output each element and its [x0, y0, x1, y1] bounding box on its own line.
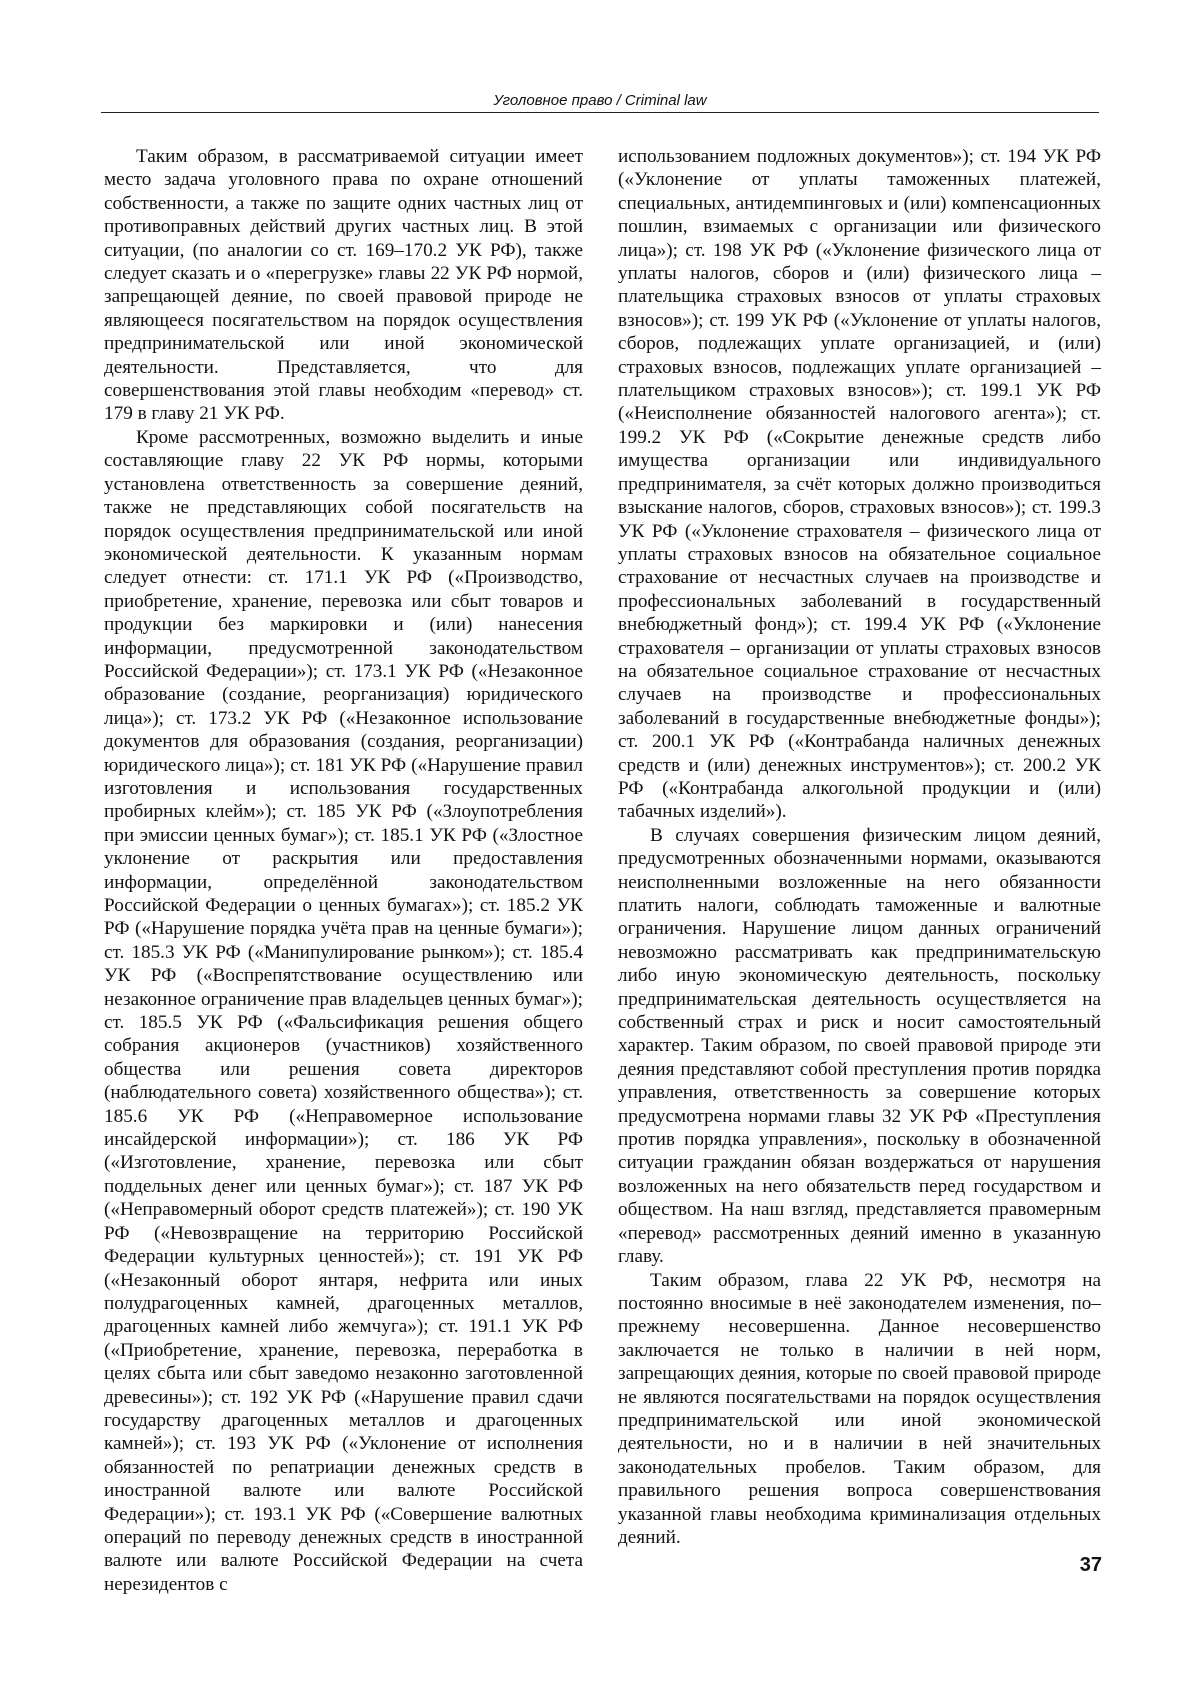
body-paragraph: В случаях совершения физическим лицом деяний, предусмотренных обозначенными нормами, оказываются неисполненными возложенные на него обязанности платить налоги, соблюдать таможенные и валютные ограничения. Нарушение лицом данных ограничений невозможно рассматривать как предпринимательскую либо иную экономическую деятельность, поскольку предпринимательская деятельность осуществляется на собственный страх и риск и носит самостоятельный характер. Таким образом, по своей правовой природе эти деяния представляют собой преступления против порядка управления, ответственность за совершение которых предусмотрена нормами главы 32 УК РФ «Преступления против порядка управления», поскольку в обозначенной ситуации гражданин обязан воздержаться от нарушения возложенных на него обязательств перед государством и обществом. На наш взгляд, представляется правомерным «перевод» рассмотренных деяний именно в указанную главу. — [618, 824, 1101, 1269]
body-paragraph: Таким образом, в рассматриваемой ситуации имеет место задача уголовного права по охране отношений собственности, а также по защите одних частных лиц от противоправных действий других частных лиц. В этой ситуации, (по аналогии со ст. 169–170.2 УК РФ), также следует сказать и о «перегрузке» главы 22 УК РФ нормой, запрещающей деяние, по своей правовой природе не являющееся посягательством на порядок осуществления предпринимательской или иной экономической деятельности. Представляется, что для совершенствования этой главы необходим «перевод» ст. 179 в главу 21 УК РФ. — [104, 145, 583, 426]
body-paragraph: Таким образом, глава 22 УК РФ, несмотря на постоянно вносимые в неё законодателем изменения, по–прежнему несовершенна. Данное несовершенство заключается не только в наличии в ней норм, запрещающих деяния, которые по своей правовой природе не являются посягательствами на порядок осуществления предпринимательской или иной экономической деятельности, но и в наличии в ней значительных законодательных пробелов. Таким образом, для правильного решения вопроса совершенствования указанной главы необходима криминализация отдельных деяний. — [618, 1269, 1101, 1550]
running-header: Уголовное право / Criminal law — [101, 90, 1099, 113]
right-column — [618, 145, 1101, 1549]
page-number: 37 — [1056, 1553, 1102, 1577]
continued-paragraph: использованием подложных документов»); ст. 194 УК РФ («Уклонение от уплаты таможенных платежей, специальных, антидемпинговых и (или) компенсационных пошлин, взимаемых с организации или физического лица»); ст. 198 УК РФ («Уклонение физического лица от уплаты налогов, сборов и (или) физического лица – плательщика страховых взносов от уплаты страховых взносов»); ст. 199 УК РФ («Уклонение от уплаты налогов, сборов, подлежащих уплате организацией, и (или) страховых взносов, подлежащих уплате организацией – плательщиком страховых взносов»); ст. 199.1 УК РФ («Неисполнение обязанностей налогового агента»); ст. 199.2 УК РФ («Сокрытие денежные средств либо имущества организации или индивидуального предпринимателя, за счёт которых должно производиться взыскание налогов, сборов, страховых взносов»); ст. 199.3 УК РФ («Уклонение страхователя – физического лица от уплаты страховых взносов на обязательное социальное страхование от несчастных случаев на производстве и профессиональных заболеваний в государственный внебюджетный фонд»); ст. 199.4 УК РФ («Уклонение страхователя – организации от уплаты страховых взносов на обязательное социальное страхование от несчастных случаев на производстве и профессиональных заболеваний в государственные внебюджетные фонды»); ст. 200.1 УК РФ («Контрабанда наличных денежных средств и (или) денежных инструментов»); ст. 200.2 УК РФ («Контрабанда алкогольной продукции и (или) табачных изделий»). — [618, 145, 1101, 824]
left-column — [104, 145, 583, 1596]
body-paragraph: Кроме рассмотренных, возможно выделить и иные составляющие главу 22 УК РФ нормы, которыми установлена ответственность за совершение деяний, также не представляющих собой посягательств на порядок осуществления предпринимательской или иной экономической деятельности. К указанным нормам следует отнести: ст. 171.1 УК РФ («Производство, приобретение, хранение, перевозка или сбыт товаров и продукции без маркировки и (или) нанесения информации, предусмотренной законодательством Российской Федерации»); ст. 173.1 УК РФ («Незаконное образование (создание, реорганизация) юридического лица»); ст. 173.2 УК РФ («Незаконное использование документов для образования (создания, реорганизации) юридического лица»); ст. 181 УК РФ («Нарушение правил изготовления и использования государственных пробирных клейм»); ст. 185 УК РФ («Злоупотребления при эмиссии ценных бумаг»); ст. 185.1 УК РФ («Злостное уклонение от раскрытия или предоставления информации, определённой законодательством Российской Федерации о ценных бумагах»); ст. 185.2 УК РФ («Нарушение порядка учёта прав на ценные бумаги»); ст. 185.3 УК РФ («Манипулирование рынком»); ст. 185.4 УК РФ («Воспрепятствование осуществлению или незаконное ограничение прав владельцев ценных бумаг»); ст. 185.5 УК РФ («Фальсификация решения общего собрания акционеров (участников) хозяйственного общества или решения совета директоров (наблюдательного совета) хозяйственного общества»); ст. 185.6 УК РФ («Неправомерное использование инсайдерской информации»); ст. 186 УК РФ («Изготовление, хранение, перевозка или сбыт поддельных денег или ценных бумаг»); ст. 187 УК РФ («Неправомерный оборот средств платежей»); ст. 190 УК РФ («Невозвращение на территорию Российской Федерации культурных ценностей»); ст. 191 УК РФ («Незаконный оборот янтаря, нефрита или иных полудрагоценных камней, драгоценных металлов, драгоценных камней либо жемчуга»); ст. 191.1 УК РФ («Приобретение, хранение, перевозка, переработка в целях сбыта или сбыт заведомо незаконно заготовленной древесины»); ст. 192 УК РФ («Нарушение правил сдачи государству драгоценных металлов и драгоценных камней»); ст. 193 УК РФ («Уклонение от исполнения обязанностей по репатриации денежных средств в иностранной валюте или валюте Российской Федерации»); ст. 193.1 УК РФ («Совершение валютных операций по переводу денежных средств в иностранной валюте или валюте Российской Федерации на счета нерезидентов с — [104, 426, 583, 1596]
